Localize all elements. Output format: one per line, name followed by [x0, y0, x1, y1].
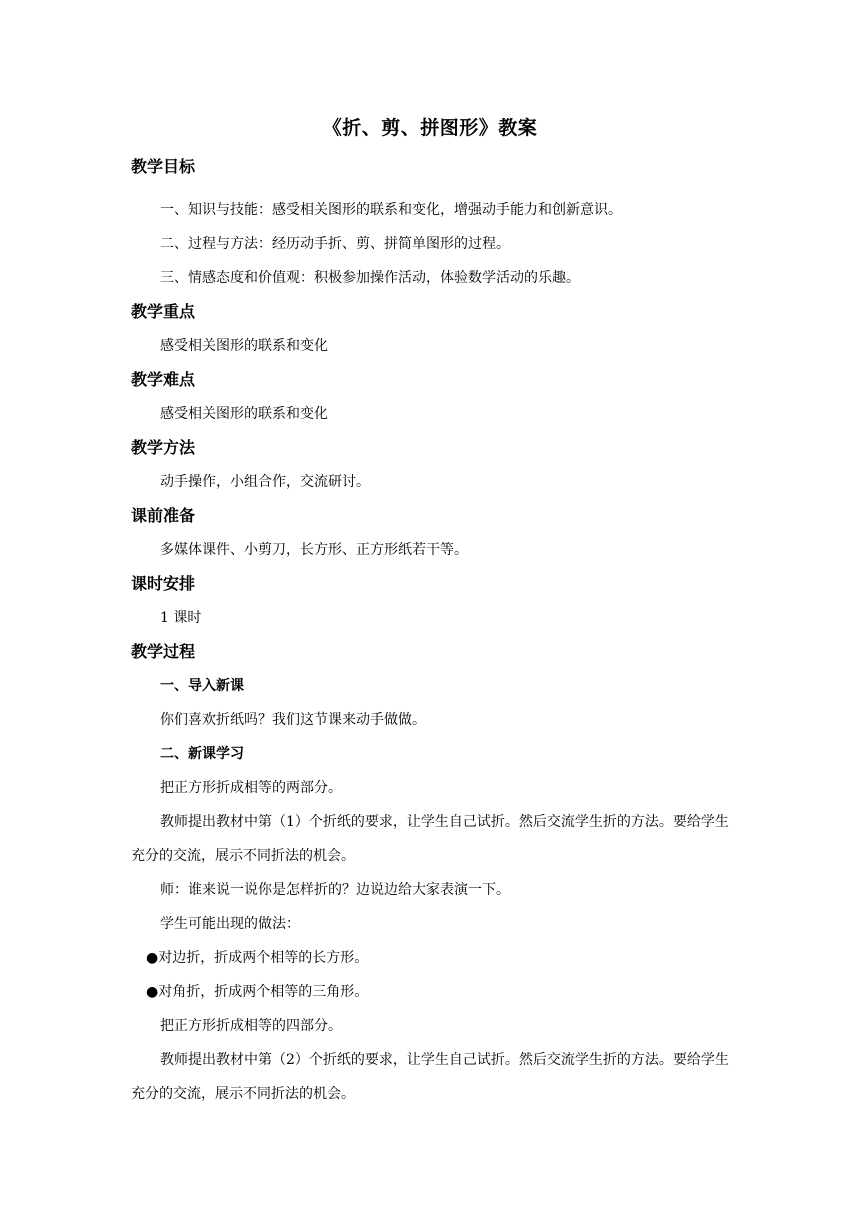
heading-preparation: 课前准备 — [131, 506, 196, 525]
heading-goals: 教学目标 — [131, 157, 196, 176]
document-body — [131, 150, 731, 1111]
intro-text: 你们喜欢折纸吗？我们这节课来动手做做。 — [160, 712, 426, 728]
lesson-para-4: 学生可能出现的做法： — [160, 916, 300, 932]
heading-key-points: 教学重点 — [131, 302, 196, 321]
document-title: 《折、剪、拼图形》教案 — [322, 117, 538, 139]
lesson-bullet-2: ●对角折，折成两个相等的三角形。 — [146, 984, 369, 1000]
preparation-text: 多媒体课件、小剪刀，长方形、正方形纸若干等。 — [160, 542, 468, 558]
lesson-para-6: 教师提出教材中第（2）个折纸的要求，让学生自己试折。然后交流学生折的方法。要给学生充分的交流，展示不同折法的机会。 — [131, 1052, 729, 1102]
lesson-bullet-1: ●对边折，折成两个相等的长方形。 — [146, 950, 369, 966]
heading-process: 教学过程 — [131, 642, 196, 661]
subheading-new-lesson: 二、新课学习 — [160, 746, 244, 762]
key-points-text: 感受相关图形的联系和变化 — [160, 338, 328, 354]
lesson-para-3: 师：谁来说一说你是怎样折的？边说边给大家表演一下。 — [160, 882, 510, 898]
lesson-para-5: 把正方形折成相等的四部分。 — [160, 1018, 342, 1034]
heading-methods: 教学方法 — [131, 438, 196, 457]
difficulties-text: 感受相关图形的联系和变化 — [160, 406, 328, 422]
heading-schedule: 课时安排 — [131, 574, 196, 593]
methods-text: 动手操作，小组合作，交流研讨。 — [160, 474, 370, 490]
heading-difficulties: 教学难点 — [131, 370, 196, 389]
lesson-para-1: 把正方形折成相等的两部分。 — [160, 780, 342, 796]
lesson-para-2: 教师提出教材中第（1）个折纸的要求，让学生自己试折。然后交流学生折的方法。要给学生充分的交流，展示不同折法的机会。 — [131, 814, 729, 864]
goal-item-3: 三、情感态度和价值观：积极参加操作活动，体验数学活动的乐趣。 — [160, 270, 580, 286]
goal-item-1: 一、知识与技能：感受相关图形的联系和变化，增强动手能力和创新意识。 — [160, 202, 622, 218]
subheading-intro: 一、导入新课 — [160, 678, 244, 694]
goal-item-2: 二、过程与方法：经历动手折、剪、拼简单图形的过程。 — [160, 236, 510, 252]
schedule-text: 1 课时 — [160, 610, 202, 626]
